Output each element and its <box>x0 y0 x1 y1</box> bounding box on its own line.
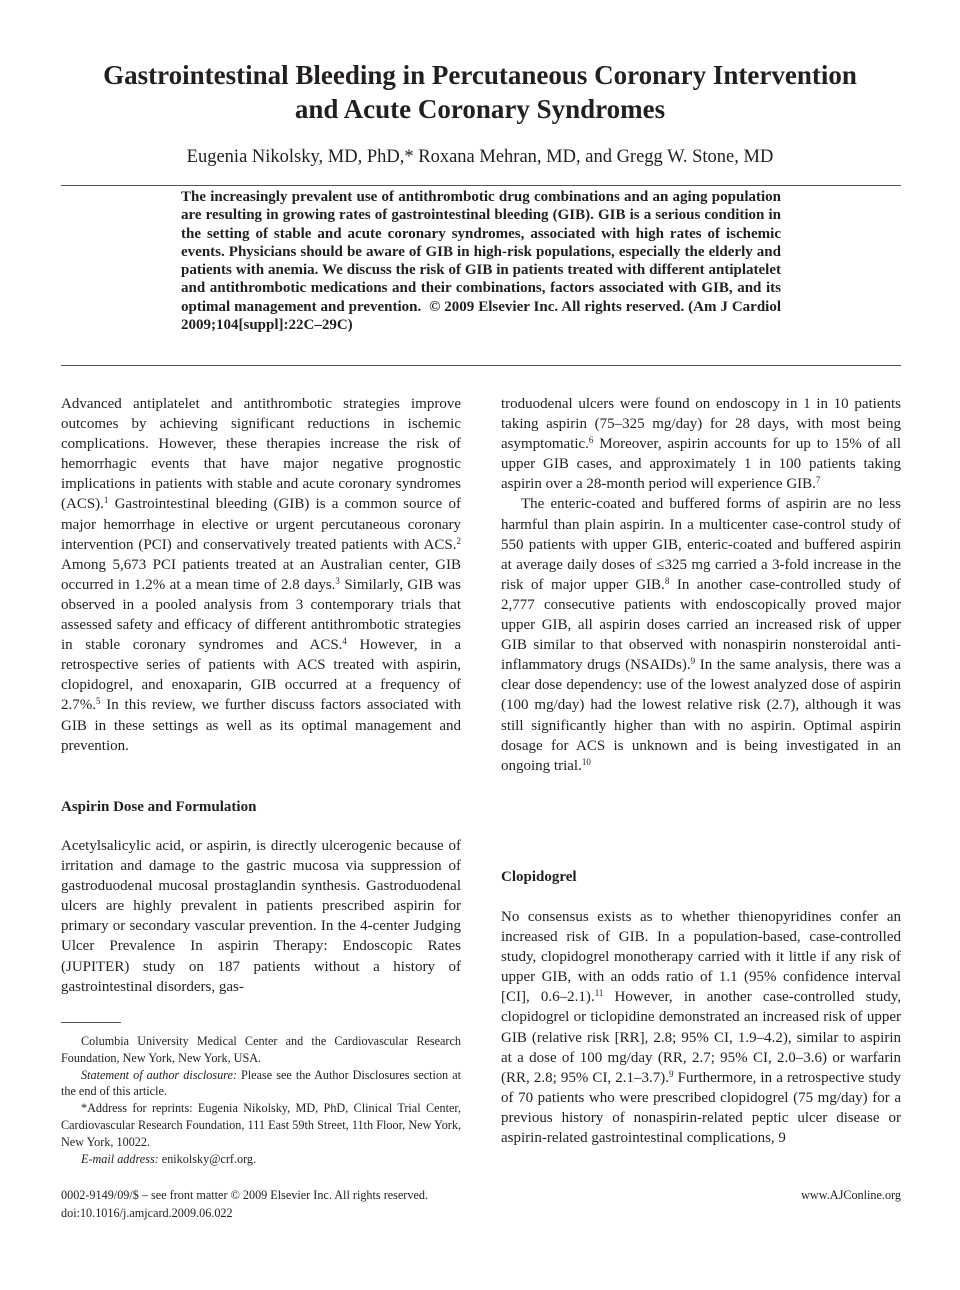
aspirin-section-body <box>61 836 461 997</box>
page-footer-right <box>801 1186 901 1204</box>
aspirin-paragraph: Acetylsalicylic acid, or aspirin, is directly ulcerogenic because of irritation and damage to the gastric mucosa via suppression of gastroduodenal mucosal prostaglandin synthesis. Gastroduodenal ulcers are highly prevalent in patients prescribed aspirin for primary or secondary vascular prevention. In the 4-center Judging Ulcer Prevalence In aspirin Therapy: Endoscopic Rates (JUPITER) study on 187 patients without a history of gastrointestinal disorders, gas- <box>61 838 461 995</box>
journal-website-link[interactable]: www.AJConline.org <box>801 1188 901 1202</box>
reference-link[interactable]: 9 <box>669 1068 674 1079</box>
footnotes <box>61 1033 461 1167</box>
reference-link[interactable]: 6 <box>588 435 594 446</box>
issn-line: 0002-9149/09/$ – see front matter © 2009 Elsevier Inc. All rights reserved. <box>61 1188 429 1202</box>
article-title <box>40 58 920 126</box>
right-column <box>501 394 901 776</box>
reference-link[interactable]: 10 <box>581 756 591 767</box>
affiliation-note: Columbia University Medical Center and the Cardiovascular Research Foundation, New York, New York, USA. <box>61 1034 461 1065</box>
page-footer-left <box>61 1186 428 1222</box>
reference-link[interactable]: 2 <box>456 535 461 546</box>
top-rule <box>61 185 901 186</box>
doi-line[interactable]: doi:10.1016/j.amjcard.2009.06.022 <box>61 1206 233 1220</box>
email-link[interactable]: enikolsky@crf.org <box>161 1151 254 1166</box>
reference-link[interactable]: 1 <box>103 495 109 506</box>
left-column <box>61 394 461 756</box>
reference-link[interactable]: 7 <box>815 475 821 486</box>
abstract-text: The increasingly prevalent use of antithrombotic drug combinations and an aging population are resulting in growing rates of gastrointestinal bleeding (GIB). GIB is a serious condition in the setting of stable and acute coronary syndromes, associated with high rates of ischemic events. Physicians should be aware of GIB in high-risk populations, especially the elderly and patients with anemia. We discuss the risk of GIB in patients treated with different antiplatelet and antithrombotic medications and their combinations, factors associated with GIB, and its optimal management and prevention. <box>181 189 781 315</box>
reference-link[interactable]: 9 <box>690 656 696 667</box>
clopidogrel-paragraph: No consensus exists as to whether thienopyridines confer an increased risk of GIB. In a population-based, case-controlled study, clopidogrel monotherapy carried with it little if any risk of upper GIB, with an odds ratio of 1.1 (95% confidence interval [CI], 0.6–2.1).$^{11}$ However, in another case-controlled study, clopidogrel or ticlopidine demonstrated an increased risk of upper GIB (relative risk [RR], 2.8; 95% CI, 1.9–4.2), similar to aspirin at a dose of 100 mg/day (RR, 2.7; 95% CI, 2.0–3.6) or warfarin (RR, 2.8; 95% CI, 2.1–3.7).$^9$ Furthermore, in a retrospective study of 70 patients who were prescribed clopidogrel (75 mg/day) for a previous history of nonaspirin-related peptic ulcer disease or aspirin-related gastrointestinal complications, 9 <box>501 909 901 1147</box>
disclosure-note: Statement of author disclosure: Please see the Author Disclosures section at the end of this article. <box>61 1067 461 1099</box>
enteric-coated-paragraph: The enteric-coated and buffered forms of aspirin are no less harmful than plain aspirin. In a multicenter case-control study of 550 patients with upper GIB, enteric-coated and buffered aspirin at average daily doses of ≤325 mg carried a 3-fold increase in the risk of major upper GIB.$^8$ In another case-controlled study of 2,777 consecutive patients with endoscopically proved major upper GIB, all aspirin doses carried an increased risk of upper GIB similar to that observed with nonaspirin nonsteroidal anti-inflammatory drugs (NSAIDs).$^9$ In the same analysis, there was a clear dose dependency: use of the lowest analyzed dose of aspirin (100 mg/day) had the lowest relative risk (2.7), although it was still significantly higher than with no aspirin. Optimal aspirin dosage for ACS is unknown and is being investigated in an ongoing trial.$^{10}$ <box>501 496 902 774</box>
reference-link[interactable]: 3 <box>335 575 340 586</box>
intro-paragraph: Advanced antiplatelet and antithrombotic strategies improve outcomes by achieving significant reductions in ischemic complications. However, these therapies increase the risk of hemorrhagic events that have major negative prognostic implications in patients with stable and acute coronary syndromes (ACS).$^1$ Gastrointestinal bleeding (GIB) is a common source of major hemorrhage in elective or urgent percutaneous coronary intervention (PCI) and conservatively treated patients with ACS.$^2$ Among 5,673 PCI patients treated at an Australian center, GIB occurred in 1.2% at a mean time of 2.8 days.$^3$ Similarly, GIB was observed in a pooled analysis from 3 contemporary trials that assessed safety and efficacy of different antithrombotic strategies in stable coronary syndromes and ACS.$^4$ However, in a retrospective series of patients with ACS treated with aspirin, clopidogrel, and enoxaparin, GIB occurred at a frequency of 2.7%.$^5$ In this review, we further discuss factors associated with GIB in these settings as well as its optimal management and prevention. <box>61 396 461 754</box>
clopidogrel-section-body <box>501 907 901 1148</box>
title-line-2: and Acute Coronary Syndromes <box>294 94 666 124</box>
reference-link[interactable]: 11 <box>594 988 604 999</box>
reference-link[interactable]: 5 <box>96 696 101 707</box>
abstract <box>181 188 781 334</box>
reference-link[interactable]: 4 <box>342 636 347 647</box>
abstract-copyright: © 2009 Elsevier Inc. All rights reserved. (Am J Cardiol 2009;104[suppl]:22C–29C) <box>181 298 782 334</box>
abstract-bottom-rule <box>61 365 901 366</box>
reference-link[interactable]: 8 <box>664 575 670 586</box>
email-note: E-mail address: enikolsky@crf.org. <box>81 1151 257 1166</box>
section-heading-aspirin: Aspirin Dose and Formulation <box>61 799 257 815</box>
ulcer-paragraph: troduodenal ulcers were found on endoscopy in 1 in 10 patients taking aspirin (75–325 mg/day) for 28 days, with most being asymptomatic.$^6$ Moreover, aspirin accounts for up to 15% of all upper GIB cases, and approximately 1 in 100 patients taking aspirin over a 28-month period will experience GIB.$^7$ <box>501 396 901 493</box>
author-list: Eugenia Nikolsky, MD, PhD,* Roxana Mehran, MD, and Gregg W. Stone, MD <box>186 147 774 167</box>
footnote-rule <box>61 1022 121 1023</box>
reprint-address-note: *Address for reprints: Eugenia Nikolsky, MD, PhD, Clinical Trial Center, Cardiovascular Research Foundation, 111 East 59th Street, 11th Floor, New York, New York, 10022. <box>61 1101 461 1149</box>
title-line-1: Gastrointestinal Bleeding in Percutaneous Coronary Intervention <box>103 60 857 90</box>
section-heading-clopidogrel: Clopidogrel <box>501 869 577 885</box>
